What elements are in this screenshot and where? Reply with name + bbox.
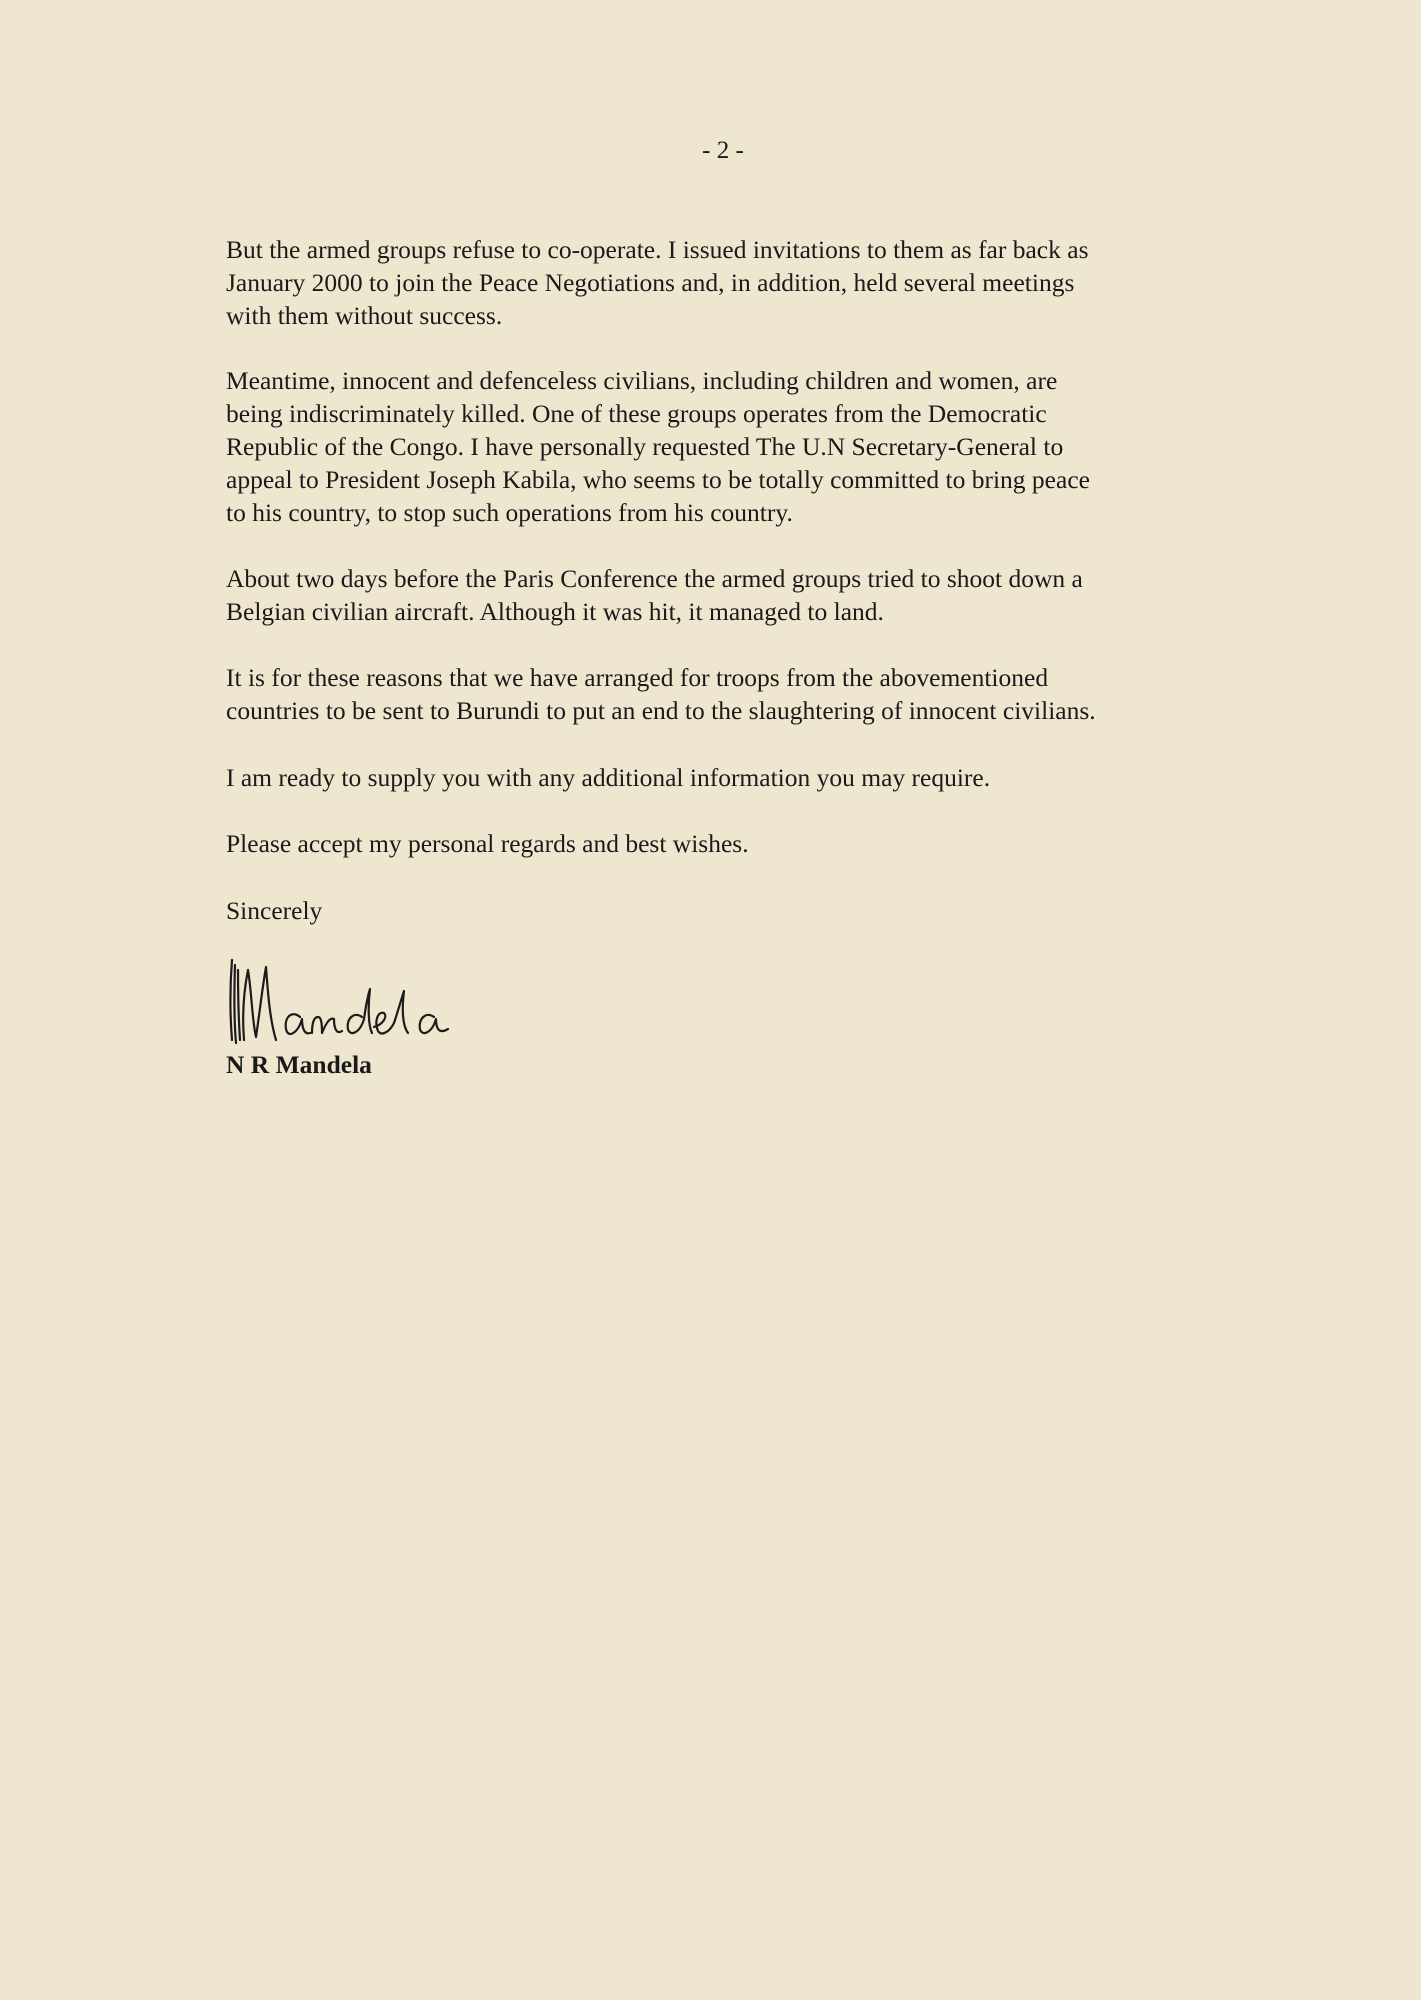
- text-line: Meantime, innocent and defenceless civilians, including children and women, are: [226, 366, 1058, 395]
- paragraph-armed-groups: [226, 233, 1089, 332]
- paragraph-civilians: [226, 364, 1090, 529]
- closing-sincerely: [226, 894, 322, 927]
- text-line: I am ready to supply you with any additional information you may require.: [226, 763, 991, 792]
- text-line: being indiscriminately killed. One of these groups operates from the Democratic: [226, 399, 1047, 428]
- page-number: - 2 -: [702, 137, 744, 164]
- text-line: Sincerely: [226, 896, 323, 925]
- paragraph-troops: [226, 661, 1096, 727]
- text-line: Please accept my personal regards and best wishes.: [226, 829, 749, 858]
- text-line: Belgian civilian aircraft. Although it was hit, it managed to land.: [226, 597, 884, 626]
- signatory-name: N R Mandela: [226, 1050, 372, 1079]
- text-line: Republic of the Congo. I have personally requested The U.N Secretary-General to: [226, 432, 1064, 461]
- text-line: It is for these reasons that we have arranged for troops from the abovementioned: [226, 663, 1049, 692]
- text-line: January 2000 to join the Peace Negotiations and, in addition, held several meetings: [226, 268, 1075, 297]
- text-line: countries to be sent to Burundi to put an end to the slaughtering of innocent civilians.: [226, 696, 1096, 725]
- text-line: About two days before the Paris Conference the armed groups tried to shoot down a: [226, 564, 1083, 593]
- paragraph-aircraft: [226, 562, 1083, 628]
- text-line: with them without success.: [226, 301, 503, 330]
- text-line: to his country, to stop such operations from his country.: [226, 498, 793, 527]
- handwritten-signature: [222, 955, 502, 1050]
- text-line: appeal to President Joseph Kabila, who seems to be totally committed to bring peace: [226, 465, 1090, 494]
- paragraph-regards: [226, 827, 749, 860]
- paragraph-information: [226, 761, 990, 794]
- text-line: But the armed groups refuse to co-operate. I issued invitations to them as far back as: [226, 235, 1089, 264]
